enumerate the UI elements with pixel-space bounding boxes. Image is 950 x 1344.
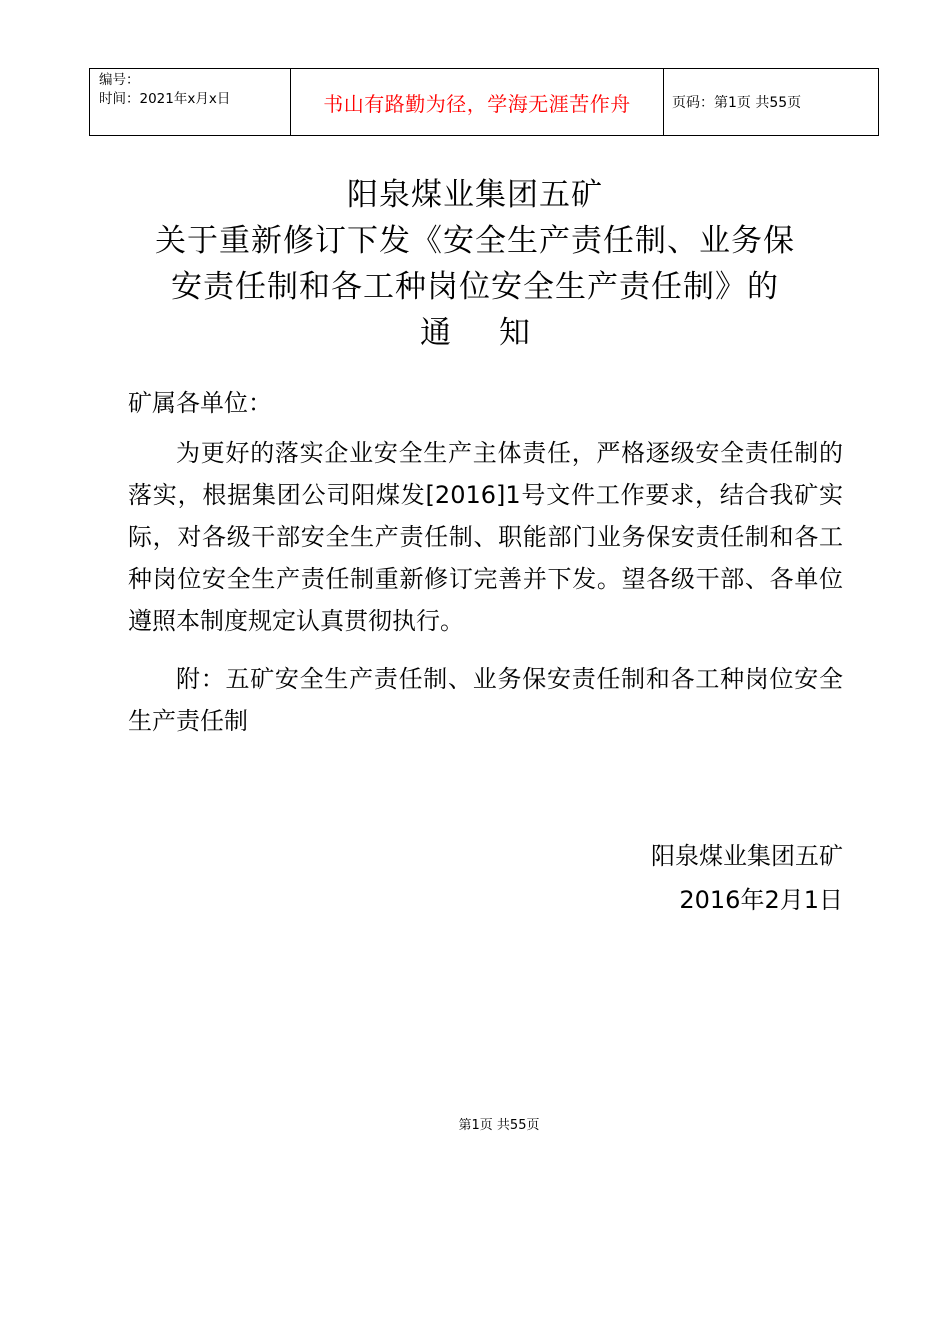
footer-page-info: 第1页 共55页 [458, 1118, 540, 1133]
signature-organization: 阳泉煤业集团五矿 [651, 842, 843, 870]
header-page-code: 页码：第1页 共55页 [672, 95, 802, 111]
header-meta [90, 69, 291, 135]
title-line-2: 关于重新修订下发《安全生产责任制、业务保 [155, 223, 795, 259]
signature-date: 2016年2月1日 [679, 886, 843, 914]
header-motto: 书山有路勤为径，学海无涯苦作舟 [291, 69, 664, 135]
title-line-4: 通知 [420, 315, 578, 351]
document-number-label: 编号： [99, 72, 140, 88]
title-line-3: 安责任制和各工种岗位安全生产责任制》的 [171, 269, 779, 305]
salutation: 矿属各单位： [128, 389, 272, 417]
body-paragraph-2: 附：五矿安全生产责任制、业务保安责任制和各工种岗位安全生产责任制 [128, 665, 843, 735]
document-time-label: 时间：2021年x月x日 [99, 91, 231, 107]
title-line-1: 阳泉煤业集团五矿 [347, 177, 603, 213]
header-table [89, 68, 879, 136]
body-paragraph-1: 为更好的落实企业安全生产主体责任，严格逐级安全责任制的落实，根据集团公司阳煤发[2016]1号文件工作要求，结合我矿实际，对各级干部安全生产责任制、职能部门业务保安责任制和各工种岗位安全生产责任制重新修订完善并下发。望各级干部、各单位遵照本制度规定认真贯彻执行。 [128, 439, 843, 635]
